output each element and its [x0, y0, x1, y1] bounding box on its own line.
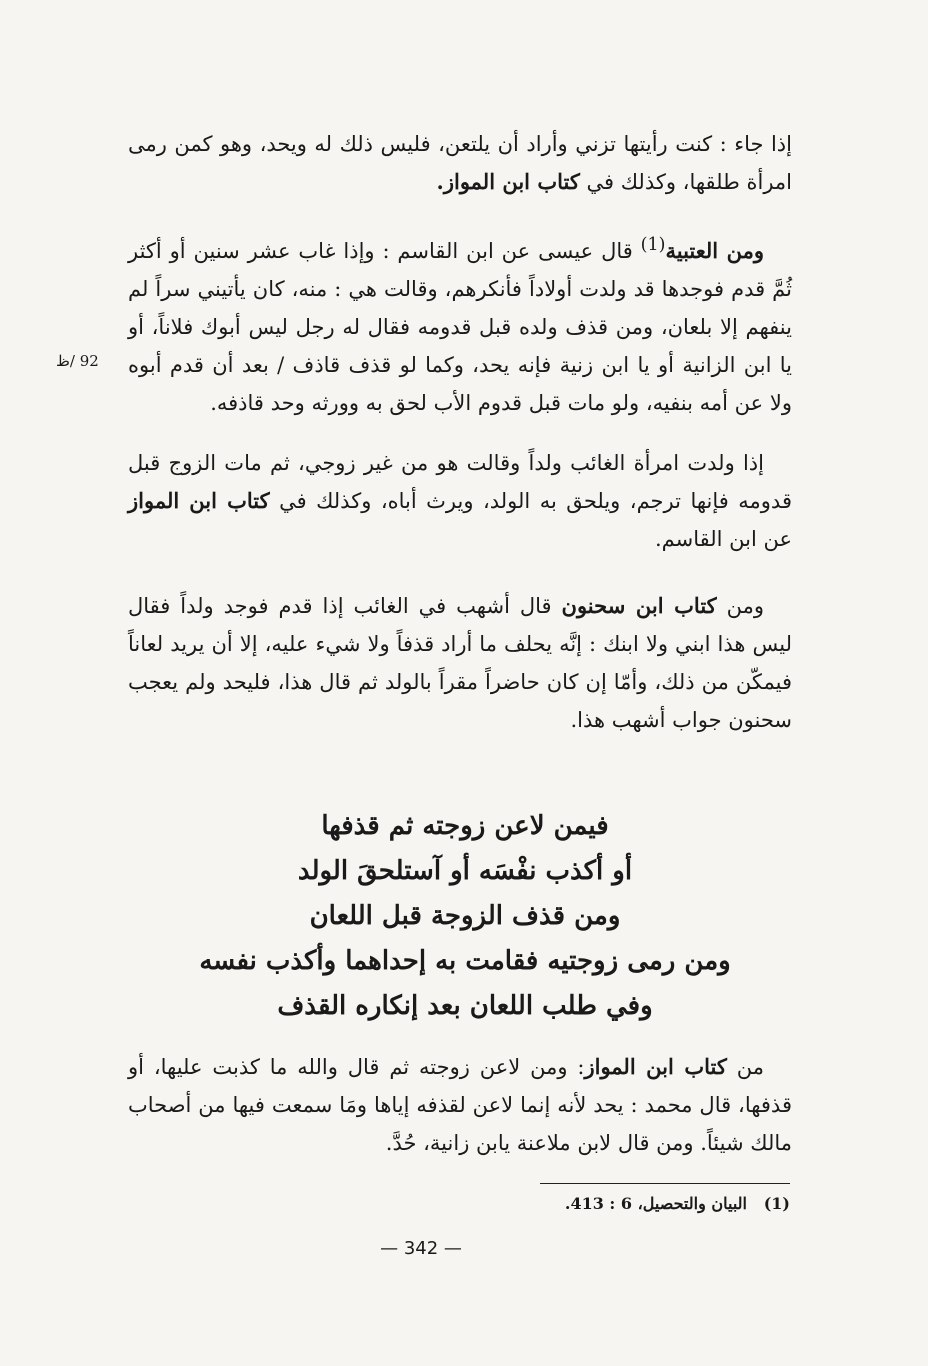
footnote-number: (1) [763, 1194, 790, 1213]
margin-folio-note: 92 /ظ [56, 352, 99, 370]
paragraph-5 [128, 1048, 792, 1162]
paragraph-4-text-a: ومن [716, 594, 764, 618]
heading-line-5: وفي طلب اللعان بعد إنكاره القذف [277, 991, 653, 1021]
bold-citation: كتاب ابن سحنون [561, 593, 717, 618]
heading-line-1: فيمن لاعن زوجته ثم قذفها [321, 811, 609, 841]
paragraph-2-text: قال عيسى عن ابن القاسم : وإذا غاب عشر سنين أو أكثر ثُمَّ قدم فوجدها قد ولدت أولاداً فأنكرهم، وقالت هي : منه، كان يأتيني سراً لم ينفهم إلا بلعان، ومن قذف ولده قبل قدومه فقال له رجل ليس أبوك فلاناً، أو يا ابن الزانية أو يا ابن زنية فإنه يحد، وكما لو قذف قاذف / بعد أن قدم أبوه ولا عن أمه بنفيه، ولو مات قبل قدوم الأب لحق به وورثه وحد قاذفه. [128, 239, 792, 415]
paragraph-5-text-b: : ومن لاعن زوجته ثم قال والله ما كذبت عليها، أو قذفها، قال محمد : يحد لأنه إنما لاعن لقذفه إياها ومَا سمعت فيها من أصحاب مالك شيئاً. ومن قال لابن ملاعنة يابن زانية، حُدَّ. [128, 1055, 792, 1155]
footnote-divider [540, 1183, 790, 1184]
footnote-reference[interactable]: (1) [640, 235, 666, 255]
heading-line-4: ومن رمى زوجتيه فقامت به إحداهما وأكذب نفسه [199, 946, 731, 976]
paragraph-2 [128, 226, 792, 422]
paragraph-4 [128, 587, 792, 739]
heading-line-3: ومن قذف الزوجة قبل اللعان [309, 901, 621, 931]
bold-citation: كتاب ابن المواز [584, 1054, 727, 1079]
heading-line-2: أو أكذب نفْسَه أو آستلحقَ الولد [297, 856, 633, 886]
bold-citation: كتاب ابن المواز. [436, 169, 580, 194]
footnote-text: البيان والتحصيل، 6 : 413. [564, 1194, 747, 1213]
paragraph-3-text-b: عن ابن القاسم. [654, 527, 792, 551]
paragraph-4-text-b: قال أشهب في الغائب إذا قدم فوجد ولداً فقال ليس هذا ابني ولا ابنك : إنَّه يحلف ما أراد قذفاً ولا شيء عليه، إلا أن يريد لعاناً فيمكّن من ذلك، وأمّا إن كان حاضراً مقراً بالولد ثم قال هذا، فليحد ولم يعجب سحنون جواب أشهب هذا. [128, 594, 792, 732]
paragraph-5-text-a: من [726, 1055, 764, 1079]
page-number: — 342 — [380, 1238, 462, 1259]
bold-citation: كتاب ابن المواز [128, 488, 270, 513]
footnote [400, 1190, 790, 1218]
paragraph-1-line-1: إذا جاء : كنت رأيتها تزني وأراد أن يلتعن، فليس ذلك له ويحد، وهو كمن رمى [128, 132, 792, 156]
bold-citation: ومن العتبية [665, 238, 764, 263]
paragraph-1 [128, 125, 792, 201]
section-heading [140, 804, 790, 1029]
paragraph-3 [128, 444, 792, 558]
paragraph-3-text-a: إذا ولدت امرأة الغائب ولداً وقالت هو من غير زوجي، ثم مات الزوج قبل قدومه فإنها ترجم، ويلحق به الولد، ويرث أباه، وكذلك في [128, 451, 792, 513]
paragraph-1-line-2: امرأة طلقها، وكذلك في [579, 170, 792, 194]
